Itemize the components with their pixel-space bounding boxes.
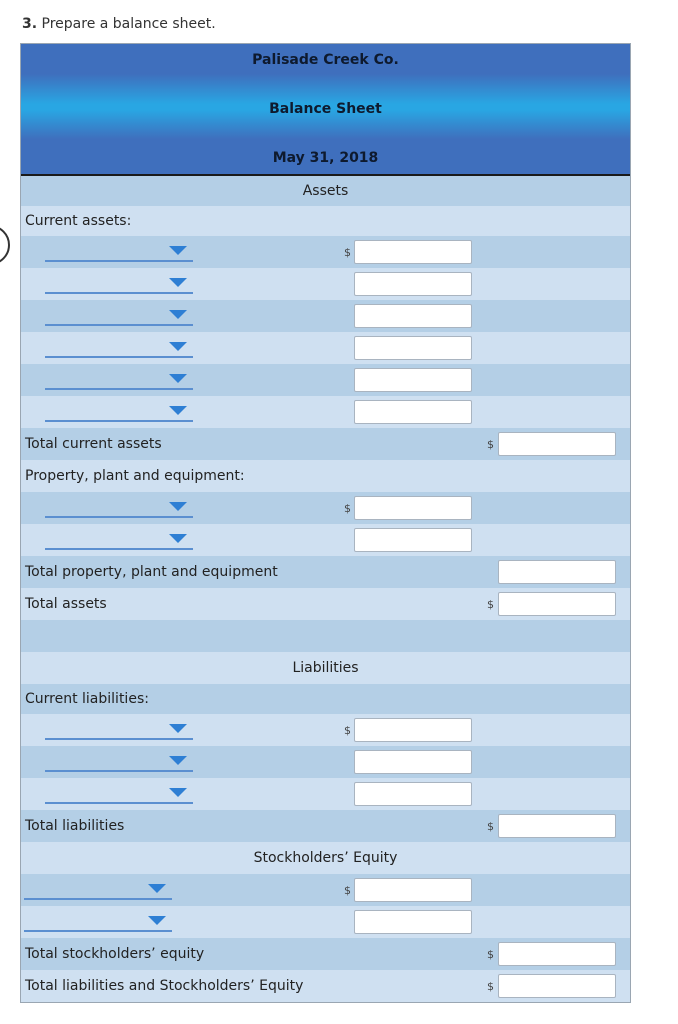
- assets-title-row: [21, 176, 630, 206]
- chevron-down-icon: [169, 756, 187, 765]
- chevron-down-icon: [169, 246, 187, 255]
- equity-title-row: [21, 842, 630, 874]
- current-liabilities-row: [21, 684, 630, 714]
- chevron-down-icon: [169, 406, 187, 415]
- chevron-down-icon: [169, 342, 187, 351]
- current-assets-row: [21, 206, 630, 236]
- account-dropdown[interactable]: [45, 496, 193, 518]
- account-dropdown[interactable]: [45, 304, 193, 326]
- amount-input[interactable]: [354, 272, 472, 296]
- total-liab-equity-label: Total liabilities and Stockholders’ Equity: [25, 978, 304, 994]
- amount-input[interactable]: [354, 240, 472, 264]
- liabilities-title: Liabilities: [292, 660, 359, 676]
- account-dropdown[interactable]: [24, 878, 172, 900]
- amount-input[interactable]: [354, 750, 472, 774]
- dollar-sign: $: [344, 502, 351, 515]
- chevron-down-icon: [169, 310, 187, 319]
- total-ppe-input[interactable]: [498, 560, 616, 584]
- chevron-down-icon: [169, 724, 187, 733]
- table-row: [21, 396, 630, 428]
- chevron-down-icon: [169, 502, 187, 511]
- current-liabilities-label: Current liabilities:: [25, 691, 149, 707]
- chevron-down-icon: [169, 374, 187, 383]
- table-row: [21, 492, 630, 524]
- ppe-row: [21, 460, 630, 492]
- instruction-text: Prepare a balance sheet.: [41, 16, 216, 32]
- chevron-down-icon: [148, 884, 166, 893]
- table-row: [21, 778, 630, 810]
- total-liab-equity-row: [21, 970, 630, 1002]
- assets-title: Assets: [302, 183, 349, 199]
- balance-sheet-table: [20, 43, 631, 1003]
- total-ppe-label: Total property, plant and equipment: [25, 564, 278, 580]
- current-assets-label: Current assets:: [25, 213, 132, 229]
- total-liab-equity-input[interactable]: [498, 974, 616, 998]
- table-row: [21, 714, 630, 746]
- chevron-down-icon: [169, 534, 187, 543]
- dollar-sign: $: [487, 948, 494, 961]
- total-current-assets-row: [21, 428, 630, 460]
- amount-input[interactable]: [354, 368, 472, 392]
- table-row: [21, 524, 630, 556]
- amount-input[interactable]: [354, 336, 472, 360]
- dollar-sign: $: [487, 820, 494, 833]
- amount-input[interactable]: [354, 304, 472, 328]
- account-dropdown[interactable]: [45, 718, 193, 740]
- partial-circle-marker: [0, 225, 10, 265]
- dollar-sign: $: [487, 598, 494, 611]
- table-row: [21, 364, 630, 396]
- account-dropdown[interactable]: [45, 400, 193, 422]
- total-current-assets-input[interactable]: [498, 432, 616, 456]
- amount-input[interactable]: [354, 878, 472, 902]
- total-assets-row: [21, 588, 630, 620]
- dollar-sign: $: [487, 438, 494, 451]
- total-equity-label: Total stockholders’ equity: [25, 946, 205, 962]
- table-row: [21, 300, 630, 332]
- amount-input[interactable]: [354, 910, 472, 934]
- total-liabilities-label: Total liabilities: [25, 818, 125, 834]
- total-equity-input[interactable]: [498, 942, 616, 966]
- total-ppe-row: [21, 556, 630, 588]
- total-liabilities-input[interactable]: [498, 814, 616, 838]
- total-equity-row: [21, 938, 630, 970]
- amount-input[interactable]: [354, 400, 472, 424]
- account-dropdown[interactable]: [45, 336, 193, 358]
- instruction: [22, 16, 216, 32]
- account-dropdown[interactable]: [45, 750, 193, 772]
- chevron-down-icon: [169, 788, 187, 797]
- statement-title: Balance Sheet: [269, 101, 382, 117]
- account-dropdown[interactable]: [45, 272, 193, 294]
- total-current-assets-label: Total current assets: [25, 436, 162, 452]
- equity-title: Stockholders’ Equity: [253, 850, 398, 866]
- table-row: [21, 746, 630, 778]
- statement-date: May 31, 2018: [272, 150, 379, 166]
- dollar-sign: $: [344, 884, 351, 897]
- table-row: [21, 906, 630, 938]
- amount-input[interactable]: [354, 782, 472, 806]
- balance-sheet-header: [21, 44, 630, 176]
- spacer-row: [21, 620, 630, 652]
- table-row: [21, 874, 630, 906]
- company-name: Palisade Creek Co.: [252, 52, 399, 68]
- total-liabilities-row: [21, 810, 630, 842]
- amount-input[interactable]: [354, 496, 472, 520]
- total-assets-label: Total assets: [25, 596, 107, 612]
- account-dropdown[interactable]: [45, 528, 193, 550]
- dollar-sign: $: [344, 246, 351, 259]
- table-row: [21, 236, 630, 268]
- account-dropdown[interactable]: [24, 910, 172, 932]
- table-row: [21, 332, 630, 364]
- ppe-label: Property, plant and equipment:: [25, 468, 245, 484]
- table-row: [21, 268, 630, 300]
- dollar-sign: $: [344, 724, 351, 737]
- dollar-sign: $: [487, 980, 494, 993]
- amount-input[interactable]: [354, 528, 472, 552]
- account-dropdown[interactable]: [45, 782, 193, 804]
- instruction-number: 3.: [22, 16, 38, 32]
- liabilities-title-row: [21, 652, 630, 684]
- total-assets-input[interactable]: [498, 592, 616, 616]
- amount-input[interactable]: [354, 718, 472, 742]
- chevron-down-icon: [148, 916, 166, 925]
- account-dropdown[interactable]: [45, 240, 193, 262]
- account-dropdown[interactable]: [45, 368, 193, 390]
- chevron-down-icon: [169, 278, 187, 287]
